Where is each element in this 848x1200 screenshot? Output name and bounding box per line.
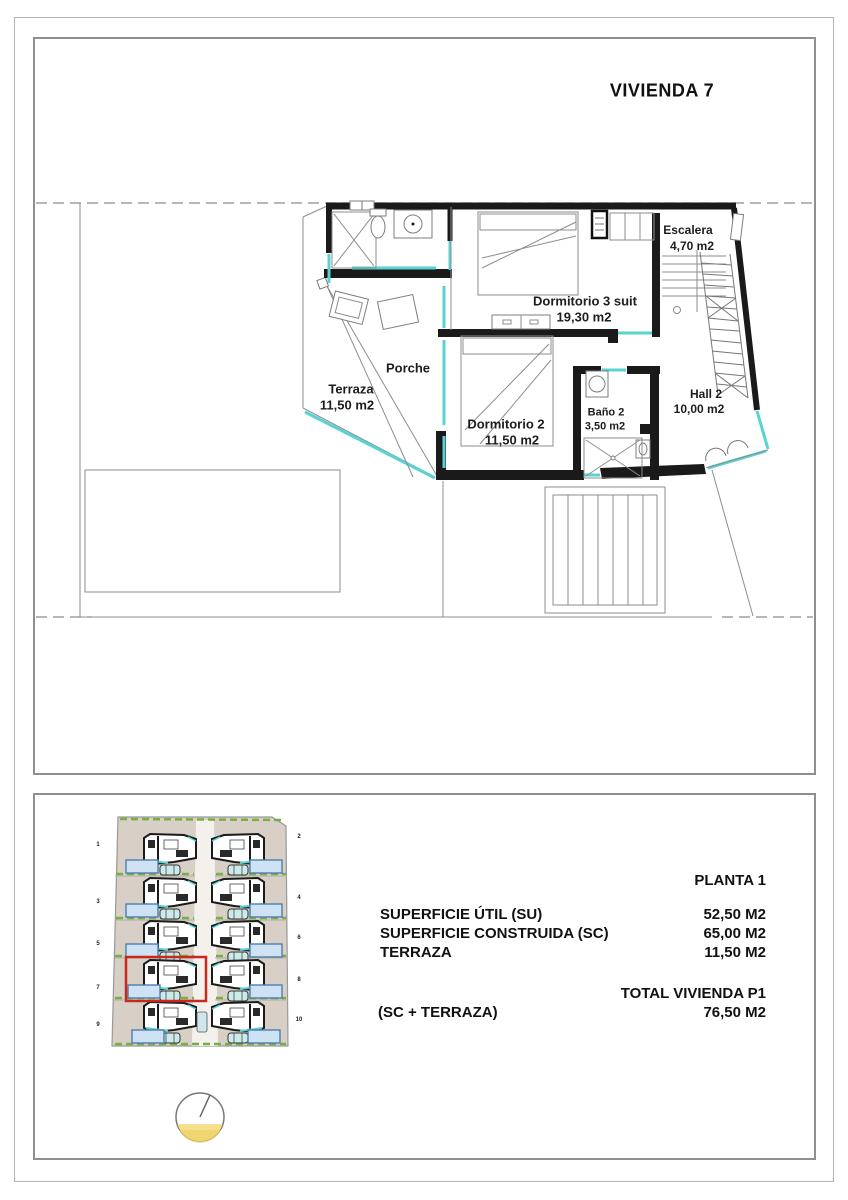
room-area-hall2: 10,00 m2 bbox=[673, 402, 725, 416]
plot-number: 2 bbox=[297, 834, 301, 840]
summary-row-label: SUPERFICIE ÚTIL (SU) bbox=[380, 906, 543, 923]
room-label-dormitorio3: Dormitorio 3 suit bbox=[532, 293, 638, 309]
toilet-icon bbox=[370, 209, 386, 216]
suite-closet bbox=[592, 211, 654, 240]
plot-number: 4 bbox=[297, 895, 301, 901]
bathroom-fixtures bbox=[332, 209, 432, 268]
room-area-terraza: 11,50 m2 bbox=[319, 397, 375, 413]
room-area-escalera: 4,70 m2 bbox=[669, 239, 715, 253]
bed-dormitorio-3 bbox=[478, 212, 578, 295]
sheet-title: VIVIENDA 7 bbox=[609, 80, 715, 101]
total-sublabel: (SC + TERRAZA) bbox=[378, 1004, 498, 1021]
pool-outline bbox=[85, 470, 340, 592]
site-plan bbox=[112, 817, 288, 1046]
summary-row-label: TERRAZA bbox=[380, 944, 452, 961]
total-value: 76,50 M2 bbox=[703, 1004, 766, 1021]
room-area-bano2: 3,50 m2 bbox=[584, 420, 626, 433]
room-label-bano2: Baño 2 bbox=[587, 406, 625, 419]
room-label-porche: Porche bbox=[385, 360, 431, 376]
summary-row-value: 52,50 M2 bbox=[703, 906, 766, 923]
dresser bbox=[492, 315, 550, 329]
summary-row-label: SUPERFICIE CONSTRUIDA (SC) bbox=[380, 925, 609, 942]
plot-number: 5 bbox=[96, 941, 100, 947]
room-label-hall2: Hall 2 bbox=[689, 387, 723, 401]
pergola-deck bbox=[545, 487, 665, 613]
stairs bbox=[662, 250, 748, 401]
terrace-boundary bbox=[303, 206, 437, 478]
plot-number: 8 bbox=[297, 977, 301, 983]
room-area-dormitorio2: 11,50 m2 bbox=[484, 432, 540, 448]
plot-number: 1 bbox=[96, 842, 100, 848]
porch-furniture bbox=[329, 291, 418, 329]
plot-number: 9 bbox=[96, 1022, 100, 1028]
room-label-terraza: Terraza bbox=[328, 381, 374, 397]
summary-row-value: 65,00 M2 bbox=[703, 925, 766, 942]
north-compass-icon bbox=[176, 1093, 224, 1143]
plot-number: 10 bbox=[295, 1017, 303, 1023]
floor-label: PLANTA 1 bbox=[694, 872, 766, 889]
room-area-dormitorio3: 19,30 m2 bbox=[556, 309, 612, 325]
room-label-escalera: Escalera bbox=[663, 223, 713, 237]
total-label: TOTAL VIVIENDA P1 bbox=[620, 985, 766, 1002]
room-label-dormitorio2: Dormitorio 2 bbox=[467, 416, 545, 432]
plot-number: 6 bbox=[297, 935, 301, 941]
summary-row-value: 11,50 M2 bbox=[704, 944, 766, 961]
car-icon bbox=[197, 1012, 207, 1032]
plot-number: 3 bbox=[96, 899, 100, 905]
plot-number: 7 bbox=[96, 985, 100, 991]
